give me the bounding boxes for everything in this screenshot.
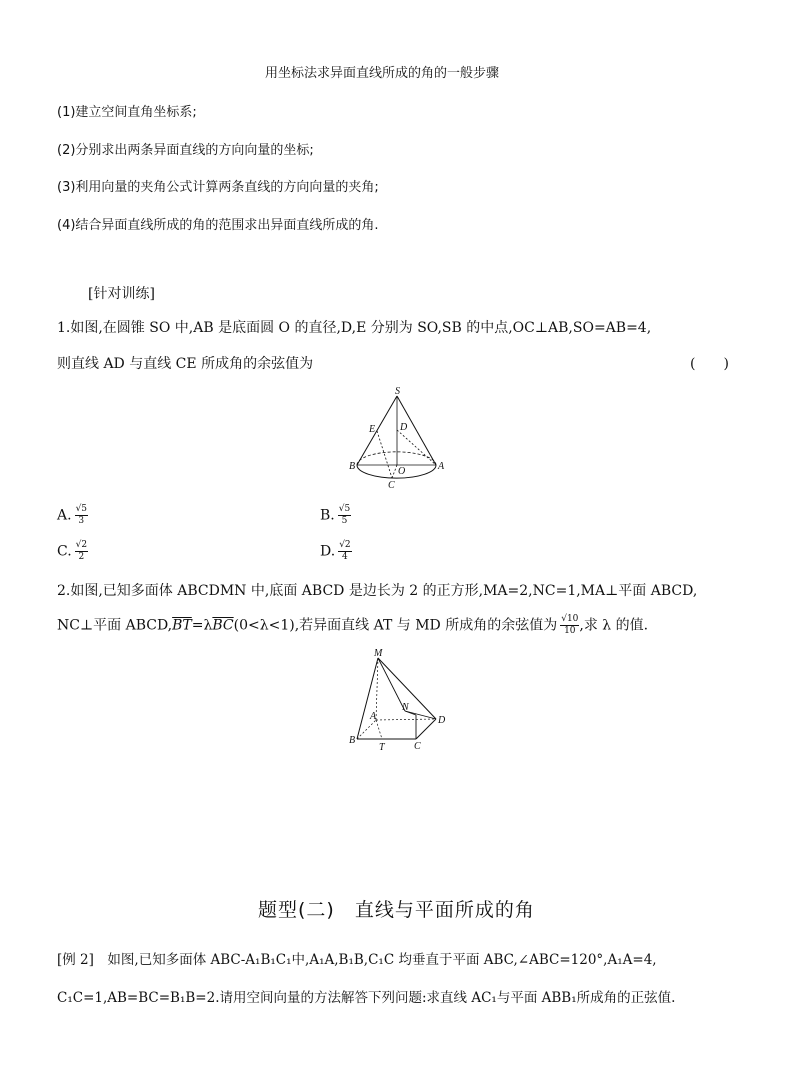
training-header: [针对训练] xyxy=(88,286,155,302)
method-title: 用坐标法求异面直线所成的角的一般步骤 xyxy=(265,66,500,81)
step-4: (4)结合异面直线所成的角的范围求出异面直线所成的角. xyxy=(57,218,379,233)
q1-option-c-fraction: $\frac{√2}{2}$ xyxy=(75,540,88,562)
q1-option-a[interactable] xyxy=(57,504,88,527)
step-3: (3)利用向量的夹角公式计算两条直线的方向向量的夹角; xyxy=(57,180,379,195)
q1-option-d-fraction: $\frac{√2}{4}$ xyxy=(339,540,351,562)
q1-option-b[interactable] xyxy=(320,504,351,527)
q1-option-b-letter: B. xyxy=(320,507,335,524)
q1-option-d[interactable] xyxy=(320,540,352,563)
q1-option-c-letter: C. xyxy=(57,543,72,560)
cone-label-d: D xyxy=(400,422,408,433)
poly-label-n: N xyxy=(402,702,409,713)
poly-label-b: B xyxy=(349,735,356,746)
q2-line1: 2.如图,已知多面体 ABCDMN 中,底面 ABCD 是边长为 2 的正方形,MA=2,NC=1,MA⊥平面 ABCD, xyxy=(57,583,698,599)
q1-option-a-fraction: $\frac{√5}{3}$ xyxy=(75,504,88,526)
vector-bt: $\overline{BT}$ xyxy=(172,617,192,634)
poly-label-c: C xyxy=(414,741,421,752)
cone-label-c: C xyxy=(388,480,395,491)
vector-bc: $\overline{BC}$ xyxy=(212,617,234,634)
step-1: (1)建立空间直角坐标系; xyxy=(57,105,197,120)
cone-label-o: O xyxy=(398,466,406,477)
cone-figure xyxy=(340,383,452,493)
cone-label-a: A xyxy=(438,461,445,472)
cone-label-e: E xyxy=(369,424,376,435)
q2-cos-fraction: $\frac{√10}{10}$ xyxy=(561,614,579,636)
poly-label-a: A xyxy=(370,711,377,722)
q1-option-b-fraction: $\frac{√5}{5}$ xyxy=(338,504,351,526)
q1-option-c[interactable] xyxy=(57,540,88,563)
q1-option-d-letter: D. xyxy=(320,543,336,560)
q1-line2: 则直线 AD 与直线 CE 所成角的余弦值为 xyxy=(57,356,314,372)
cone-label-b: B xyxy=(349,461,356,472)
example2-line2: C₁C=1,AB=BC=B₁B=2.请用空间向量的方法解答下列问题:求直线 AC₁与平面 ABB₁所成角的正弦值. xyxy=(57,990,676,1006)
cone-label-s: S xyxy=(395,386,400,397)
q2-line2: NC⊥平面 $ABCD,\overline{BT}=\lambda\overline{BC}(0<\lambda<1)$,若异面直线 AT 与 MD 所成角的余弦值为 $\frac{√10}{10}$ ,求 λ 的值. xyxy=(57,614,649,636)
poly-label-t: T xyxy=(379,742,385,753)
step-2: (2)分别求出两条异面直线的方向向量的坐标; xyxy=(57,143,314,158)
poly-label-d: D xyxy=(438,715,446,726)
polyhedron-figure xyxy=(340,645,452,755)
example2-line1: [例 2] 如图,已知多面体 ABC-A₁B₁C₁中,A₁A,B₁B,C₁C 均垂直于平面 ABC,∠ABC=120°,A₁A=4, xyxy=(57,952,657,968)
q1-line1: 1.如图,在圆锥 SO 中,AB 是底面圆 O 的直径,D,E 分别为 SO,SB 的中点,OC⊥AB,SO=AB=4, xyxy=(57,320,652,336)
section-heading: 题型(二) 直线与平面所成的角 xyxy=(258,899,535,921)
q1-answer-blank: ( ) xyxy=(690,356,729,372)
q1-option-a-letter: A. xyxy=(57,507,72,524)
poly-label-m: M xyxy=(374,648,383,659)
